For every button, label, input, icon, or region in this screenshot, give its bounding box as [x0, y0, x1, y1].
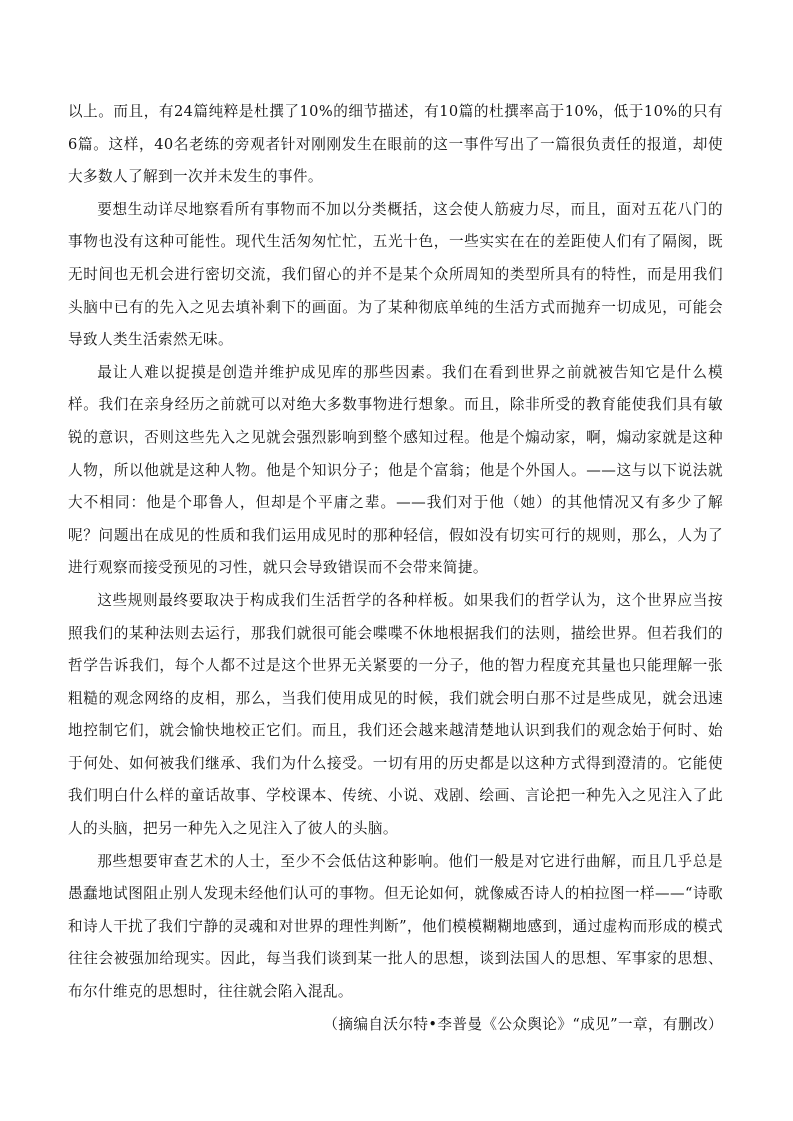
paragraph-5: 那些想要审查艺术的人士，至少不会低估这种影响。他们一般是对它进行曲解，而且几乎总是愚蠢地试图阻止别人发现未经他们认可的事物。但无论如何，就像威否诗人的柏拉图一样——“诗歌和诗人干扰了我们宁静的灵魂和对世界的理性判断”，他们模模糊糊地感到，通过虚构而形成的模式往往会被强加给现实。因此，每当我们谈到某一批人的思想，谈到法国人的思想、军事家的思想、布尔什维克的思想时，往往就会陷入混乱。: [68, 852, 723, 1001]
paragraph-2: 要想生动详尽地察看所有事物而不加以分类概括，这会使人筋疲力尽，而且，面对五花八门的事物也没有这种可能性。现代生活匆匆忙忙，五光十色，一些实实在在的差距使人们有了隔阂，既无时间也无机会进行密切交流，我们留心的并不是某个众所周知的类型所具有的特性，而是用我们头脑中已有的先入之见去填补剩下的画面。为了某种彻底单纯的生活方式而抛弃一切成见，可能会导致人类生活索然无味。: [68, 200, 723, 349]
paragraph-3: 最让人难以捉摸是创造并维护成见库的那些因素。我们在看到世界之前就被告知它是什么模样。我们在亲身经历之前就可以对绝大多数事物进行想象。而且，除非所受的教育能使我们具有敏锐的意识，否则这些先入之见就会强烈影响到整个感知过程。他是个煽动家，啊，煽动家就是这种人物，所以他就是这种人物。他是个知识分子；他是个富翁；他是个外国人。——这与以下说法就大不相同：他是个耶鲁人，但却是个平庸之辈。——我们对于他（她）的其他情况又有多少了解呢？问题出在成见的性质和我们运用成见时的那种轻信，假如没有切实可行的规则，那么，人为了进行观察而接受预见的习性，就只会导致错误而不会带来简捷。: [68, 363, 723, 577]
article-body: [68, 96, 723, 1041]
paragraph-1: 以上。而且，有24篇纯粹是杜撰了10%的细节描述，有10篇的杜撰率高于10%，低于10%的只有6篇。这样，40名老练的旁观者针对刚刚发生在眼前的这一事件写出了一篇很负责任的报道，却使大多数人了解到一次并未发生的事件。: [68, 103, 723, 186]
source-citation: （摘编自沃尔特•李普曼《公众舆论》“成见”一章，有删改）: [323, 1015, 723, 1033]
paragraph-4: 这些规则最终要取决于构成我们生活哲学的各种样板。如果我们的哲学认为，这个世界应当按照我们的某种法则去运行，那我们就很可能会喋喋不休地根据我们的法则，描绘世界。但若我们的哲学告诉我们，每个人都不过是这个世界无关紧要的一分子，他的智力程度充其量也只能理解一张粗糙的观念网络的皮相，那么，当我们使用成见的时候，我们就会明白那不过是些成见，就会迅速地控制它们，就会愉快地校正它们。而且，我们还会越来越清楚地认识到我们的观念始于何时、始于何处、如何被我们继承、我们为什么接受。一切有用的历史都是以这种方式得到澄清的。它能使我们明白什么样的童话故事、学校课本、传统、小说、戏剧、绘画、言论把一种先入之见注入了此人的头脑，把另一种先入之见注入了彼人的头脑。: [68, 591, 723, 838]
